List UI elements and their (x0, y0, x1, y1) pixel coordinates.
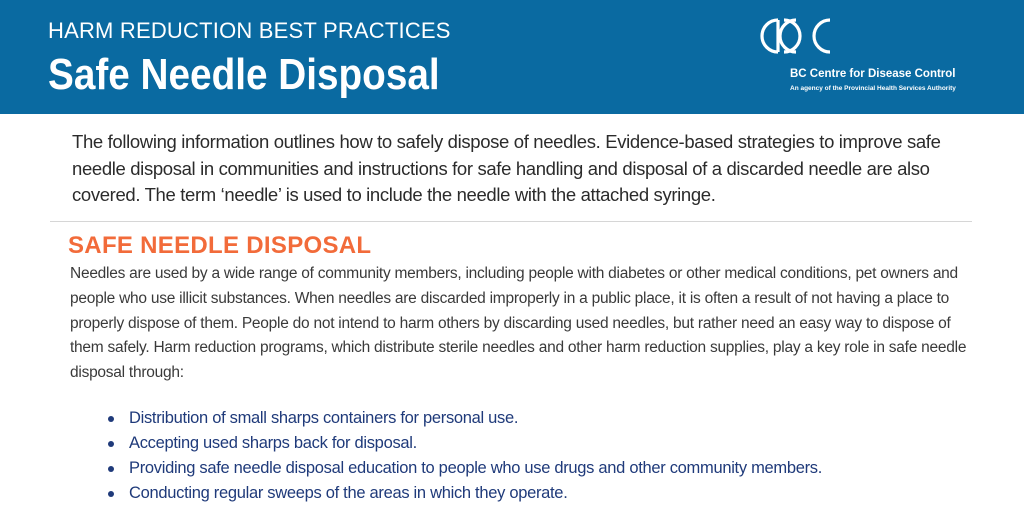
intro-paragraph: The following information outlines how to safely dispose of needles. Evidence-based strategies to improve safe needle disposal in communities and instructions for safe handling and disposal of a discarded needle are also covered. The term ‘needle’ is used to include the needle with the attached syringe. (72, 131, 941, 205)
list-item: Distribution of small sharps containers for personal use. (108, 406, 822, 431)
bccdc-logo (756, 14, 976, 104)
bccdc-logo-icon (756, 14, 836, 60)
page-header (0, 0, 1024, 114)
org-subtitle: An agency of the Provincial Health Services Authority (790, 85, 956, 92)
section-divider (50, 221, 972, 222)
org-name: BC Centre for Disease Control (790, 68, 956, 80)
list-item: Conducting regular sweeps of the areas in which they operate. (108, 481, 822, 506)
list-item: Accepting used sharps back for disposal. (108, 431, 822, 456)
header-kicker: HARM REDUCTION BEST PRACTICES (48, 18, 451, 43)
section-heading: SAFE NEEDLE DISPOSAL (68, 232, 372, 259)
bullet-list (108, 406, 822, 506)
list-item: Providing safe needle disposal education to people who use drugs and other community members. (108, 456, 822, 481)
section-paragraph: Needles are used by a wide range of community members, including people with diabetes or other medical conditions, pet owners and people who use illicit substances. When needles are discarded improperly in a public place, it is often a result of not having a place to properly dispose of them. People do not intend to harm others by discarding used needles, but rather need an easy way to dispose of them safely. Harm reduction programs, which distribute sterile needles and other harm reduction supplies, play a key role in safe needle disposal through: (70, 265, 967, 382)
page-title: Safe Needle Disposal (48, 50, 440, 99)
